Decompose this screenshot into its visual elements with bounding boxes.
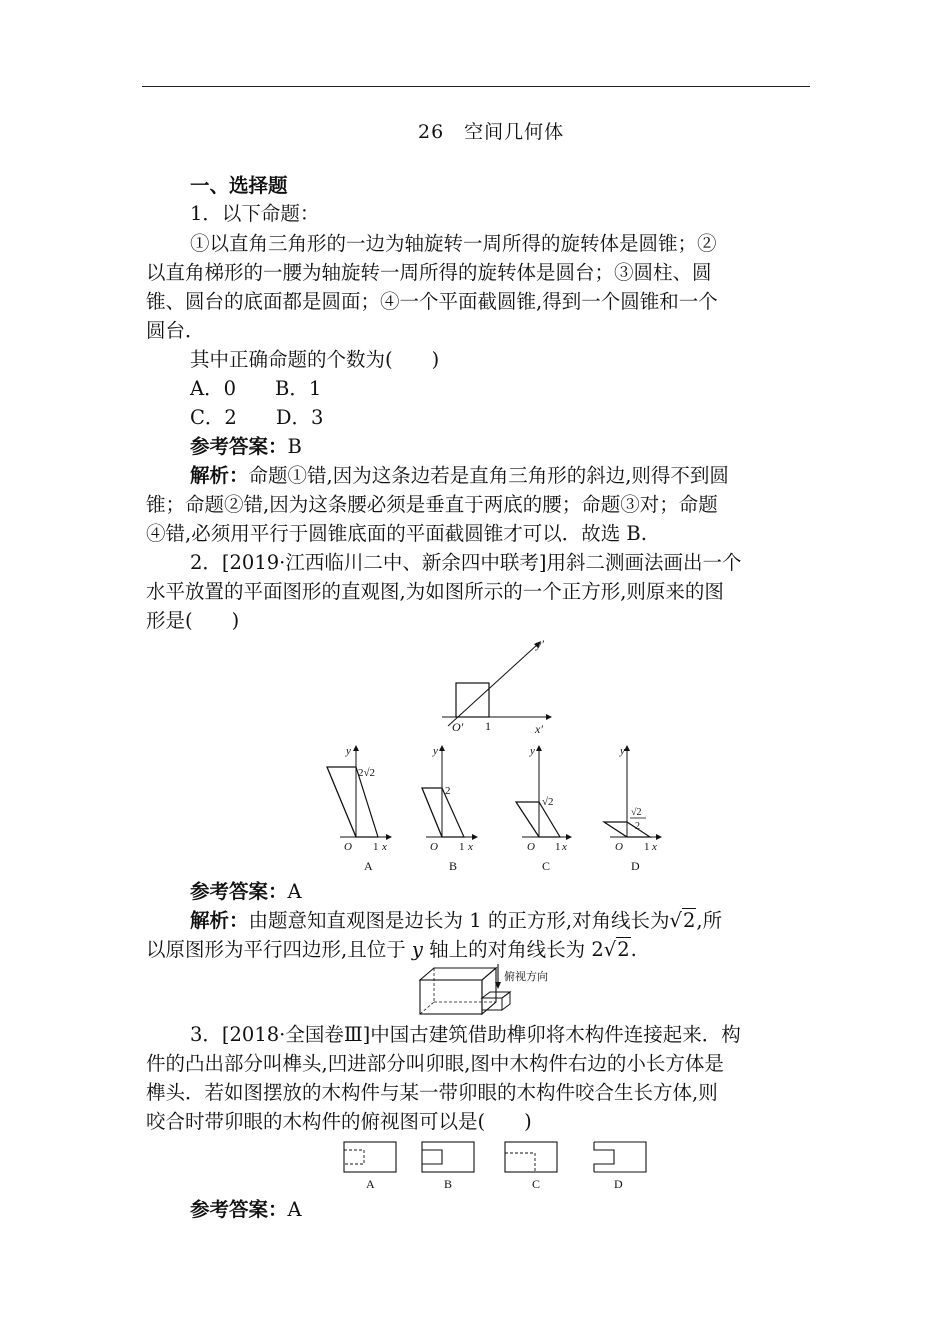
q3-stem-line: 件的凸出部分叫榫头,凹进部分叫卯眼,图中木构件右边的小长方体是 bbox=[146, 1052, 724, 1075]
q3-block-figure bbox=[412, 962, 562, 1020]
q2-option-b-figure bbox=[412, 742, 487, 876]
q1-analysis-line: 解析：命题①错,因为这条边若是直角三角形的斜边,则得不到圆 bbox=[190, 464, 729, 487]
main-block bbox=[420, 980, 482, 1014]
o-label: O bbox=[430, 841, 438, 853]
y-prime-axis bbox=[448, 644, 538, 726]
q1-lead: 1．以下命题： bbox=[190, 202, 320, 225]
one-label: 1 bbox=[459, 841, 465, 853]
x-label: x bbox=[468, 841, 473, 853]
answer-label: 参考答案： bbox=[190, 435, 288, 458]
o-label: O bbox=[527, 841, 535, 853]
parallelogram bbox=[422, 788, 464, 837]
answer-value: A bbox=[287, 880, 302, 903]
tenon bbox=[482, 998, 502, 1010]
y-label: y bbox=[530, 745, 535, 757]
y-label: y bbox=[620, 745, 625, 757]
x-label: x bbox=[562, 841, 567, 853]
x-label: x bbox=[652, 841, 657, 853]
fraction-denominator: 2 bbox=[635, 821, 640, 832]
q1-options-row: C．2 D．3 bbox=[190, 406, 324, 429]
q1-stem-line: 圆台． bbox=[146, 319, 205, 342]
one-label: 1 bbox=[373, 841, 379, 853]
view-direction-label: 俯视方向 bbox=[504, 971, 548, 983]
q3-stem-line: 榫头．若如图摆放的木构件与某一带卯眼的木构件咬合生长方体,则 bbox=[146, 1081, 718, 1104]
y-prime-label: y′ bbox=[536, 637, 544, 651]
q2-stem-line: 2．[2019·江西临川二中、新余四中联考]用斜二测画法画出一个 bbox=[190, 551, 742, 574]
sqrt-expression: √2 bbox=[669, 909, 696, 932]
q2-stem-line: 水平放置的平面图形的直观图,为如图所示的一个正方形,则原来的图 bbox=[146, 580, 724, 603]
answer-value: B bbox=[287, 435, 302, 458]
fraction-numerator: √2 bbox=[631, 807, 642, 818]
q3-option-d-figure bbox=[592, 1140, 650, 1192]
one-label: 1 bbox=[555, 841, 561, 853]
answer-label: 参考答案： bbox=[190, 880, 288, 903]
q1-analysis-line: ④错,必须用平行于圆锥底面的平面截圆锥才可以．故选 B. bbox=[146, 522, 647, 545]
option-letter: C bbox=[542, 859, 551, 873]
q1-options-row: A．0 B．1 bbox=[190, 377, 322, 400]
top-rule bbox=[142, 86, 810, 87]
y-label: y bbox=[433, 745, 438, 757]
q1-stem-line: 以直角梯形的一腰为轴旋转一周所得的旋转体是圆台；③圆柱、圆 bbox=[146, 261, 712, 284]
q1-answer bbox=[190, 433, 302, 461]
length-label: 2 bbox=[445, 785, 451, 797]
answer-value: A bbox=[287, 1198, 302, 1221]
q3-stem-line: 3．[2018·全国卷Ⅲ]中国古建筑借助榫卯将木构件连接起来．构 bbox=[190, 1023, 741, 1046]
q3-option-a-figure bbox=[342, 1140, 400, 1192]
option-letter: A bbox=[366, 1177, 375, 1191]
y-label: y bbox=[346, 745, 351, 757]
q2-answer bbox=[190, 878, 302, 906]
analysis-label: 解析： bbox=[190, 909, 249, 932]
q2-option-d-figure bbox=[594, 742, 674, 876]
option-letter: D bbox=[614, 1177, 623, 1191]
origin-label: O′ bbox=[452, 720, 464, 734]
option-letter: B bbox=[449, 859, 458, 873]
q2-intuitive-figure bbox=[438, 634, 558, 744]
q2-option-a-figure bbox=[320, 742, 395, 876]
q1-stem-line: 锥、圆台的底面都是圆面；④一个平面截圆锥,得到一个圆锥和一个 bbox=[146, 290, 718, 313]
option-letter: B bbox=[444, 1177, 453, 1191]
q1-analysis-line: 锥；命题②错,因为这条腰必须是垂直于两底的腰；命题③对；命题 bbox=[146, 493, 718, 516]
q1-question: 其中正确命题的个数为( ) bbox=[190, 348, 440, 371]
unit-label: 1 bbox=[485, 719, 491, 733]
q2-stem-line: 形是( ) bbox=[146, 609, 240, 632]
q3-stem-line: 咬合时带卯眼的木构件的俯视图可以是( ) bbox=[146, 1110, 532, 1133]
option-letter: A bbox=[364, 859, 373, 873]
option-letter: D bbox=[631, 859, 640, 873]
sqrt-expression: √2 bbox=[603, 938, 630, 961]
o-label: O bbox=[615, 841, 623, 853]
length-label: √2 bbox=[542, 796, 554, 808]
page-title: 26 空间几何体 bbox=[418, 121, 565, 143]
q3-option-c-figure bbox=[503, 1140, 561, 1192]
section-heading: 一、选择题 bbox=[190, 174, 288, 197]
option-letter: C bbox=[532, 1177, 541, 1191]
q1-stem-line: ①以直角三角形的一边为轴旋转一周所得的旋转体是圆锥；② bbox=[190, 232, 717, 255]
q2-analysis-line: 解析：由题意知直观图是边长为 1 的正方形,对角线长为√2,所 bbox=[190, 907, 722, 935]
q3-option-b-figure bbox=[420, 1140, 478, 1192]
q2-analysis-line: 以原图形为平行四边形,且位于 y 轴上的对角线长为 2√2. bbox=[146, 936, 637, 964]
q3-answer bbox=[190, 1196, 302, 1224]
square bbox=[456, 683, 489, 717]
analysis-label: 解析： bbox=[190, 464, 249, 487]
answer-label: 参考答案： bbox=[190, 1198, 288, 1221]
one-label: 1 bbox=[644, 841, 650, 853]
x-prime-label: x′ bbox=[535, 722, 543, 736]
x-label: x bbox=[382, 841, 387, 853]
o-label: O bbox=[344, 841, 352, 853]
length-label: 2√2 bbox=[358, 767, 376, 779]
q2-option-c-figure bbox=[500, 742, 575, 876]
